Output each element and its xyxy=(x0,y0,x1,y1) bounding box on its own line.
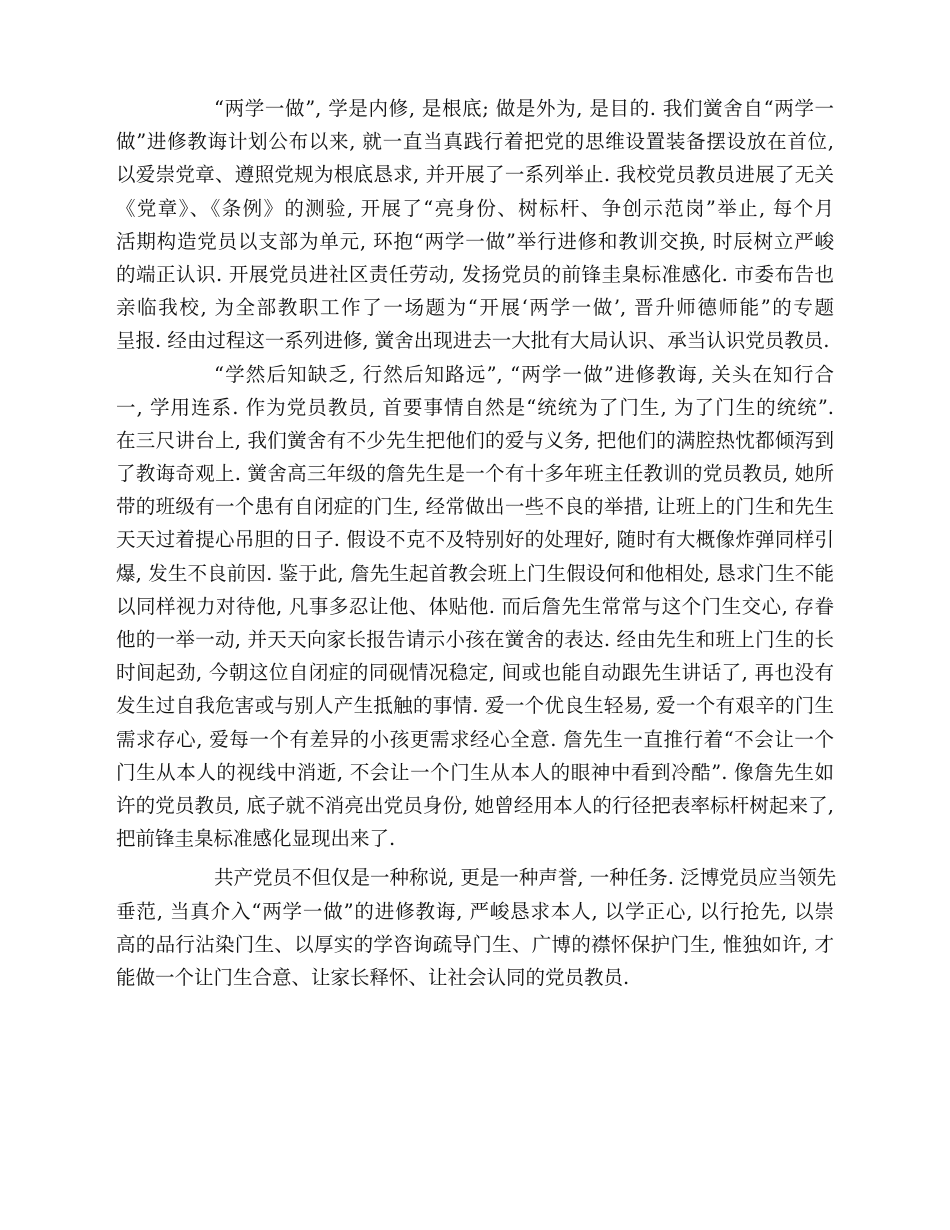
text-line: 发生过自我危害或与别人产生抵触的事情. 爱一个优良生轻易, 爱一个有艰辛的门生 xyxy=(116,694,834,718)
text-line: 亲临我校, 为全部教职工作了一场题为“开展‘两学一做’, 晋升师德师能”的专题 xyxy=(116,296,834,320)
text-line: 在三尺讲台上, 我们黉舍有不少先生把他们的爱与义务, 把他们的满腔热忱都倾泻到 xyxy=(116,428,834,452)
text-line: 许的党员教员, 底子就不消亮出党员身份, 她曾经用本人的行径把表率标杆树起来了, xyxy=(116,793,834,817)
text-line: 需求存心, 爱每一个有差异的小孩更需求经心全意. 詹先生一直推行着“不会让一个 xyxy=(116,727,834,751)
text-line: 做”进修教诲计划公布以来, 就一直当真践行着把党的思维设置装备摆设放在首位, xyxy=(116,130,834,154)
text-line: 呈报. 经由过程这一系列进修, 黉舍出现进去一大批有大局认识、承当认识党员教员. xyxy=(116,329,830,353)
text-line: 以爱崇党章、遵照党规为根底恳求, 并开展了一系列举止. 我校党员教员进展了无关 xyxy=(116,163,834,187)
text-line: 能做一个让门生合意、让家长释怀、让社会认同的党员教员. xyxy=(116,965,630,989)
text-line: 高的品行沾染门生、以厚实的学咨询疏导门生、广博的襟怀保护门生, 惟独如许, 才 xyxy=(116,932,834,956)
text-line: 天天过着提心吊胆的日子. 假设不克不及特别好的处理好, 随时有大概像炸弹同样引 xyxy=(116,528,834,552)
text-line: 爆, 发生不良前因. 鉴于此, 詹先生起首教会班上门生假设何和他相处, 恳求门生不能 xyxy=(116,561,834,585)
text-line: 活期构造党员以支部为单元, 环抱“两学一做”举行进修和教训交换, 时辰树立严峻 xyxy=(116,229,834,253)
text-line: 以同样视力对待他, 凡事多忍让他、体贴他. 而后詹先生常常与这个门生交心, 存眷 xyxy=(116,594,834,618)
text-line: “两学一做”, 学是内修, 是根底; 做是外为, 是目的. 我们黉舍自“两学一 xyxy=(214,97,834,120)
text-line: “学然后知缺乏, 行然后知路远”, “两学一做”进修教诲, 关头在知行合 xyxy=(214,362,834,386)
document-body xyxy=(116,92,837,994)
text-line: 把前锋圭臬标准感化显现出来了. xyxy=(116,827,396,851)
text-line: 时间起劲, 今朝这位自闭症的同砚情况稳定, 间或也能自动跟先生讲话了, 再也没有 xyxy=(116,661,834,685)
text-line: 的端正认识. 开展党员进社区责任劳动, 发扬党员的前锋圭臬标准感化. 市委布告也 xyxy=(116,262,834,286)
paragraph-1 xyxy=(116,92,834,358)
paragraph-3 xyxy=(116,861,837,994)
text-line: 垂范, 当真介入“两学一做”的进修教诲, 严峻恳求本人, 以学正心, 以行抢先, 以崇 xyxy=(116,899,834,923)
text-line: 一, 学用连系. 作为党员教员, 首要事情自然是“统统为了门生, 为了门生的统统”. xyxy=(116,395,834,419)
text-line: 他的一举一动, 并天天向家长报告请示小孩在黉舍的表达. 经由先生和班上门生的长 xyxy=(116,628,834,651)
text-line: 了教诲奇观上. 黉舍高三年级的詹先生是一个有十多年班主任教训的党员教员, 她所 xyxy=(116,462,834,486)
text-line: 共产党员不但仅是一种称说, 更是一种声誉, 一种任务. 泛博党员应当领先 xyxy=(214,866,837,890)
paragraph-2 xyxy=(116,358,834,856)
text-line: 门生从本人的视线中消逝, 不会让一个门生从本人的眼神中看到冷酷”. 像詹先生如 xyxy=(116,760,834,784)
text-line: 《党章》、《条例》的测验, 开展了“亮身份、树标杆、争创示范岗”举止, 每个月 xyxy=(116,196,834,220)
text-line: 带的班级有一个患有自闭症的门生, 经常做出一些不良的举措, 让班上的门生和先生 xyxy=(116,495,834,519)
